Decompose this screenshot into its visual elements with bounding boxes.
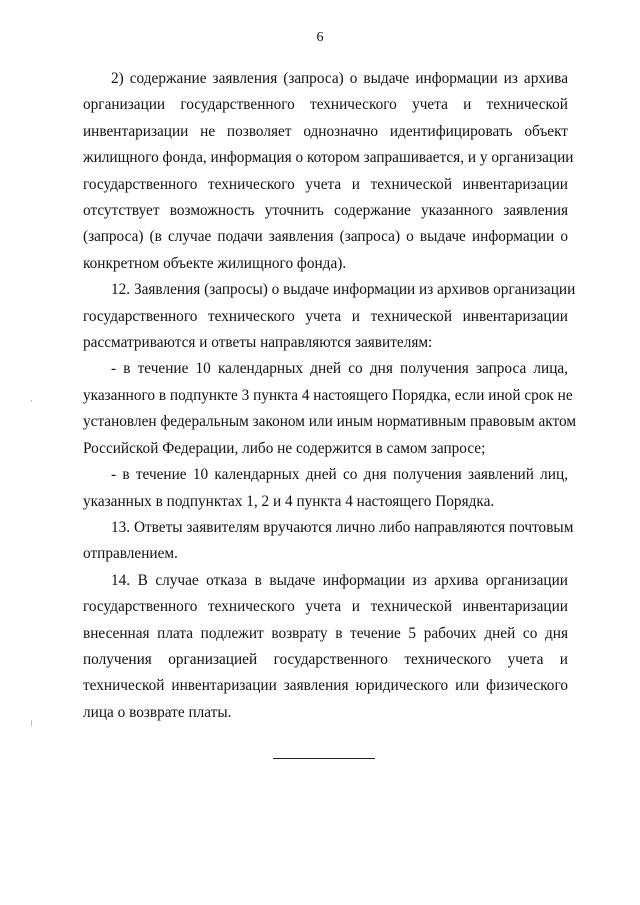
text-line: получения организацией государственного технического учета и	[83, 650, 568, 668]
paragraph-2-item	[83, 66, 574, 277]
paragraph-12-dash-2	[83, 462, 568, 515]
text-line: 14. В случае отказа в выдаче информации из архива организации	[111, 571, 568, 589]
text-line: - в течение 10 календарных дней со дня получения заявлений лиц,	[111, 466, 568, 484]
text-line: установлен федеральным законом или иным нормативным правовым актом	[83, 413, 576, 431]
text-line: организации государственного технического учета и технической	[83, 96, 568, 114]
text-line: лица о возврате платы.	[83, 703, 232, 721]
paragraph-12	[83, 277, 576, 356]
text-line: внесенная плата подлежит возврату в течение 5 рабочих дней со дня	[83, 624, 568, 642]
text-line: технической инвентаризации заявления юридического или физического	[83, 677, 568, 695]
text-line: указанного в подпункте 3 пункта 4 настоящего Порядка, если иной срок не	[83, 386, 573, 404]
text-line: инвентаризации не позволяет однозначно идентифицировать объект	[83, 122, 568, 140]
text-line: Российской Федерации, либо не содержится в самом запросе;	[83, 439, 486, 457]
scan-artifact	[31, 400, 32, 402]
text-line: государственного технического учета и технической инвентаризации	[83, 598, 568, 616]
text-line: - в течение 10 календарных дней со дня получения запроса лица,	[111, 360, 568, 378]
text-line: рассматриваются и ответы направляются заявителям:	[83, 334, 433, 352]
text-line: 12. Заявления (запросы) о выдаче информации из архивов организации	[111, 281, 576, 299]
text-line: указанных в подпунктах 1, 2 и 4 пункта 4 настоящего Порядка.	[83, 492, 495, 510]
text-line: отсутствует возможность уточнить содержание указанного заявления	[83, 202, 568, 220]
paragraph-12-dash-1	[83, 356, 576, 462]
scan-artifact	[31, 720, 32, 726]
page-number: 6	[316, 30, 324, 45]
document-body	[83, 66, 576, 726]
text-line: (запроса) (в случае подачи заявления (запроса) о выдаче информации о	[83, 228, 568, 246]
paragraph-13	[83, 515, 574, 568]
paragraph-14	[83, 568, 568, 726]
text-line: 13. Ответы заявителям вручаются лично либо направляются почтовым	[111, 518, 574, 536]
text-line: государственного технического учета и технической инвентаризации	[83, 175, 568, 193]
text-line: жилищного фонда, информация о котором запрашивается, и у организации	[83, 149, 574, 167]
end-divider-line	[273, 758, 375, 759]
text-line: отправлением.	[83, 545, 178, 563]
text-line: государственного технического учета и технической инвентаризации	[83, 307, 568, 325]
text-line: 2) содержание заявления (запроса) о выдаче информации из архива	[111, 70, 568, 87]
text-line: конкретном объекте жилищного фонда).	[83, 254, 347, 272]
